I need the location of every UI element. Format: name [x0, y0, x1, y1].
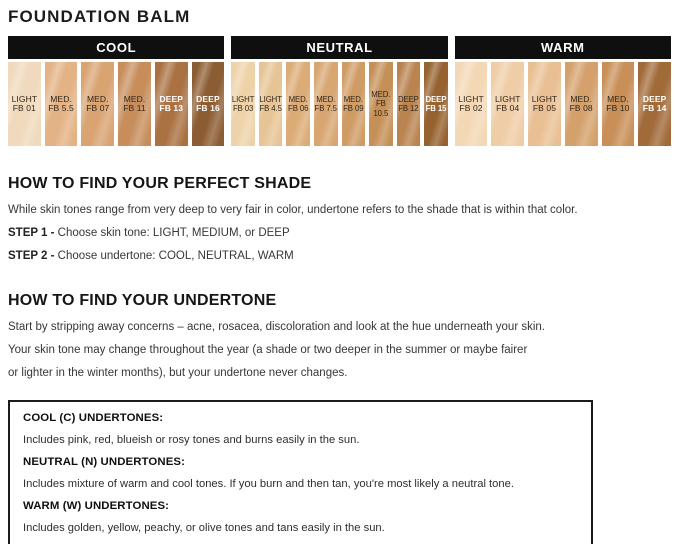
swatch-tone-label: MED.	[570, 93, 592, 104]
swatch-tone-label: LIGHT	[494, 93, 521, 104]
swatch-fb-12	[397, 62, 421, 146]
swatch-code-label: FB 02	[459, 103, 483, 113]
swatch-fb-01	[8, 62, 41, 146]
step-1-text: Choose skin tone: LIGHT, MEDIUM, or DEEP	[57, 227, 290, 239]
swatch-tone-label: DEEP	[425, 94, 447, 104]
swatch-code-label: FB 03	[232, 104, 254, 113]
swatch-fb-5.5	[45, 62, 78, 146]
cool-undertones-heading: COOL (C) UNDERTONES:	[23, 412, 164, 424]
undertone-line-1: Start by stripping away concerns – acne, rosacea, discoloration and look at the hue underneath your skin.	[8, 321, 545, 333]
swatch-fb-03	[231, 62, 255, 146]
swatch-code-label: FB 5.5	[48, 103, 74, 113]
undertone-definitions-box	[8, 400, 593, 544]
swatch-code-label: FB 04	[496, 103, 520, 113]
swatch-code-label: FB 10	[606, 103, 630, 113]
swatch-tone-label: MED.	[123, 93, 146, 104]
undertone-heading: HOW TO FIND YOUR UNDERTONE	[8, 292, 277, 309]
swatch-tone-label: MED.	[607, 93, 629, 104]
swatch-code-label: FB 16	[196, 103, 220, 113]
swatch-tone-label: MED.	[316, 94, 336, 104]
swatch-fb-13	[155, 62, 188, 146]
undertone-line-2: Your skin tone may change throughout the year (a shade or two deeper in the summer or maybe fairer	[8, 344, 528, 356]
perfect-shade-section	[8, 174, 671, 263]
swatch-fb-14	[638, 62, 671, 146]
swatch-tone-label: LIGHT	[531, 93, 558, 104]
swatch-code-label: FB 7.5	[314, 104, 337, 113]
swatch-fb-09	[342, 62, 366, 146]
swatch-code-label: FB 09	[343, 104, 364, 113]
perfect-shade-intro: While skin tones range from very deep to very fair in color, undertone refers to the shade that is within that color.	[8, 204, 578, 216]
swatch-fb-05	[528, 62, 561, 146]
page-title: FOUNDATION BALM	[8, 7, 191, 26]
swatch-code-label: FB 15	[425, 104, 447, 113]
cool-undertones-text: Includes pink, red, blueish or rosy tones and burns easily in the sun.	[23, 434, 360, 446]
shade-chart	[8, 36, 671, 146]
swatch-code-label: FB 08	[569, 103, 593, 113]
swatch-tone-label: MED.	[50, 93, 72, 104]
swatch-fb-10	[602, 62, 635, 146]
swatch-code-label: FB 01	[12, 103, 36, 113]
swatch-fb-07	[81, 62, 114, 146]
swatch-fb-04	[491, 62, 524, 146]
swatch-row-cool	[8, 62, 224, 146]
swatch-row-warm	[455, 62, 671, 146]
swatch-tone-label: MED.	[288, 94, 308, 104]
swatch-code-label: FB 12	[398, 104, 419, 113]
swatch-tone-label: MED.	[86, 93, 109, 104]
swatch-row-neutral	[231, 62, 447, 146]
step-1	[8, 226, 671, 240]
swatch-tone-label: DEEP	[397, 94, 419, 104]
swatch-fb-7.5	[314, 62, 338, 146]
swatch-tone-label: MED.	[343, 94, 363, 104]
warm-undertones-heading: WARM (W) UNDERTONES:	[23, 500, 170, 512]
swatch-tone-label: LIGHT	[11, 93, 38, 104]
swatch-code-label: FB 05	[532, 103, 557, 113]
swatch-fb-15	[424, 62, 448, 146]
swatch-tone-label: DEEP	[642, 93, 667, 104]
swatch-fb-4.5	[259, 62, 283, 146]
undertone-header-neutral: NEUTRAL	[231, 36, 447, 59]
swatch-code-label: FB 06	[288, 104, 309, 113]
undertone-line-3: or lighter in the winter months), but your undertone never changes.	[8, 367, 348, 379]
undertone-header-warm: WARM	[455, 36, 671, 59]
warm-undertones-text: Includes golden, yellow, peachy, or olive tones and tans easily in the sun.	[23, 522, 385, 534]
step-1-label: STEP 1 -	[8, 227, 55, 239]
swatch-tone-label: LIGHT	[458, 93, 484, 104]
swatch-code-label: FB 14	[642, 103, 667, 113]
swatch-tone-label: LIGHT	[259, 94, 282, 104]
undertone-header-cool: COOL	[8, 36, 224, 59]
swatch-code-label: FB 4.5	[259, 104, 282, 113]
swatch-code-label: FB 13	[159, 103, 184, 113]
step-2-label: STEP 2 -	[8, 250, 55, 262]
swatch-fb-02	[455, 62, 488, 146]
step-2	[8, 249, 671, 263]
step-2-text: Choose undertone: COOL, NEUTRAL, WARM	[57, 250, 294, 262]
shade-group-cool	[8, 36, 224, 146]
swatch-code-label: FB 07	[86, 103, 110, 113]
shade-group-warm	[455, 36, 671, 146]
swatch-tone-label: DEEP	[159, 93, 183, 104]
swatch-code-label: FB 11	[123, 103, 146, 113]
swatch-code-label: FB 10.5	[373, 99, 389, 118]
swatch-fb-06	[286, 62, 310, 146]
swatch-tone-label: DEEP	[196, 93, 220, 104]
undertone-section	[8, 291, 671, 380]
swatch-tone-label: LIGHT	[231, 94, 255, 104]
swatch-fb-10.5	[369, 62, 393, 146]
neutral-undertones-text: Includes mixture of warm and cool tones. If you burn and then tan, you're most likely a neutral tone.	[23, 478, 514, 490]
perfect-shade-heading: HOW TO FIND YOUR PERFECT SHADE	[8, 175, 312, 192]
swatch-fb-16	[192, 62, 225, 146]
swatch-tone-label: MED.	[371, 89, 391, 99]
swatch-fb-08	[565, 62, 598, 146]
swatch-fb-11	[118, 62, 151, 146]
shade-group-neutral	[231, 36, 447, 146]
neutral-undertones-heading: NEUTRAL (N) UNDERTONES:	[23, 456, 185, 468]
